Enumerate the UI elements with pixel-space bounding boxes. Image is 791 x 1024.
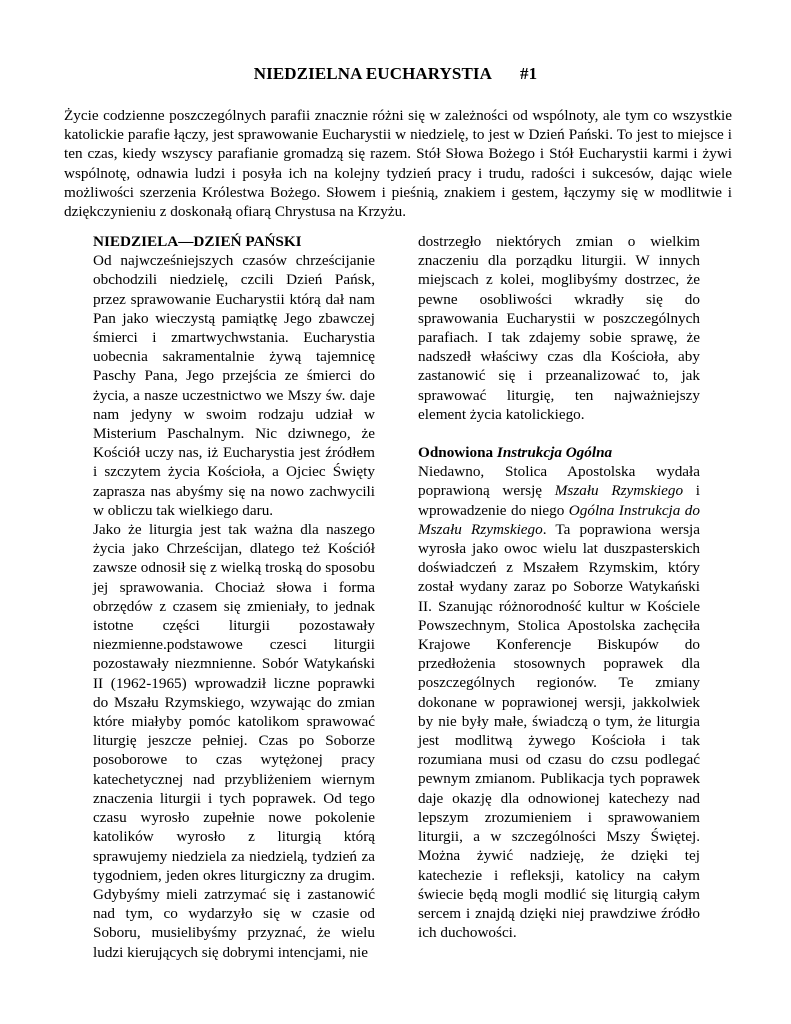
text-run: . Ta poprawiona wersja wyrosła jako owoc wielu lat duszpasterskich doświadczeń z Mszałem Rzymskim, który został wydany zaraz po Soborze Watykański II. Szanując różnorodność kultur w Kościele Powszechnym, Stolica Apostolska zachęciła Krajowe Konferencje Biskupów do przedłożenia stosownych poprawek dla poszczególnych regionów. Te zmiany dokonane w poprawionej wersji, jakkolwiek by nie były małe, świadczą o tym, że liturgia jest modlitwą żywego Kościoła i tak rozumiana musi od czasu do czsu podlegać pewnym zmianom. Publikacja tych poprawek daje okazję dla odnowionej katechezy nad lepszym zrozumieniem i sprawowaniem liturgii, a w szczególności Mszy Świętej. Można żywić nadzieję, że dzięki tej katechezie i refleksji, katolicy na całym świecie będą mogli modlić się liturgią całym sercem i znajdą dzięki niej prawdziwe źródło ich duchowości.	[418, 520, 701, 942]
heading-italic: Instrukcja Ogólna	[496, 444, 613, 462]
paragraph-liturgy-importance: Jako że liturgia jest tak ważna dla naszego życia jako Chrześcijan, dlatego też Kościół zawsze odnosił się z wielką troską do sposobu jej sprawowania. Chociaż słowa i forma obrzędów z czasem się zmieniały, to jednak istotne części liturgii pozostawały niezmienne.podstawowe czesci liturgii pozostawały niezmnienne. Sobór Watykański II (1962-1965) wprowadził liczne poprawki do Mszału Rzymskiego, wzywając do zmian które miałyby pomóc katolikom sprawować liturgię jeszcze pełniej. Czas po Soborze posoborowe to czas wytężonej pracy katechetycznej nad przybliżeniem wiernym znaczenia liturgii i tych poprawek. Od tego czasu wyrosło zupełnie nowe pokolenie katolików wyrosło z liturgią którą sprawujemy niedziela za niedzielą, tydzień za tygodniem, jeden okres liturgiczny za drugim. Gdybyśmy mieli zatrzymać się i zastanowić nad tym, co wydarzyło się w czasie od Soboru, musielibyśmy przyznać, że wielu ludzi kierujących się dobrymi intencjami, nie	[93, 521, 375, 961]
right-column	[418, 232, 700, 942]
issue-number: #1	[520, 64, 538, 83]
text-run: i wprowadzenie do niego	[418, 482, 700, 519]
left-column	[93, 232, 375, 962]
text-run: Niedawno, Stolica Apostolska wydała poprawioną wersję	[418, 463, 700, 500]
title-text: NIEDZIELNA EUCHARYSTIA	[253, 64, 493, 83]
section-heading-sunday: NIEDZIELA—DZIEŃ PAŃSKI	[93, 233, 302, 250]
paragraph-renewed-instruction	[418, 462, 700, 942]
paragraph-sunday-history: Od najwcześniejszych czasów chrześcijanie obchodzili niedzielę, czcili Dzień Pańsk, przez sprawowanie Eucharystii którą dał nam Pan jako wieczystą pamiątkę Jego zbawczej śmierci i zmartwychwstania. Eucharystia uobecnia sakramentalnie żywą tajemnicę Paschy Pana, Jego przejścia ze śmierci do życia, a nasze uczestnictwo we Mszy św. daje nam jedyny w swoim rodzaju udział w Misterium Paschalnym. Nic dziwnego, że Kościół uczy nas, iż Eucharystia jest źródłem i szczytem życia Kościoła, a Ojciec Święty zaprasza nas abyśmy się na nowo zachwycili w obliczu tak wielkiego daru.	[93, 252, 375, 519]
intro-paragraph: Życie codzienne poszczególnych parafii znacznie różni się w zależności od wspólnoty, ale tym co wszystkie katolickie parafie łączy, jest sprawowanie Eucharystii w niedzielę, to jest w Dzień Pański. To jest to miejsce i ten czas, kiedy wszyscy parafianie gromadzą się razem. Stół Słowa Bożego i Stół Eucharystii karmi i żywi wspólnotę, odnawia ludzi i posyła ich na kolejny tydzień pracy i trudu, radości i sukcesów, dając wiele możliwości szerzenia Królestwa Bożego. Słowem i pieśnią, znakiem i gestem, łączymy się w modlitwie i dziękczynieniu z doskonałą ofiarą Chrystusa na Krzyżu.	[64, 107, 732, 221]
section-heading-instruction	[418, 443, 700, 462]
italic-title-missal: Mszału Rzymskiego	[554, 482, 684, 500]
italic-title-instruction: Ogólna Instrukcja do Mszału Rzymskiego	[418, 501, 700, 538]
paragraph-liturgy-continued: dostrzegło niektórych zmian o wielkim znaczeniu dla porządku liturgii. W innych miejscach z kolei, moglibyśmy dostrzec, że pewne osobliwości wkradły się do sprawowania Eucharystii w poszczególnych parafiach. I tak zdajemy sobie sprawę, że nadszedł właściwy czas dla Kościoła, aby zastanowić się i przeanalizować to, jak sprawować liturgię, ten najważniejszy element życia katolickiego.	[418, 233, 700, 423]
page-title	[0, 64, 791, 84]
heading-plain: Odnowiona	[418, 444, 497, 462]
